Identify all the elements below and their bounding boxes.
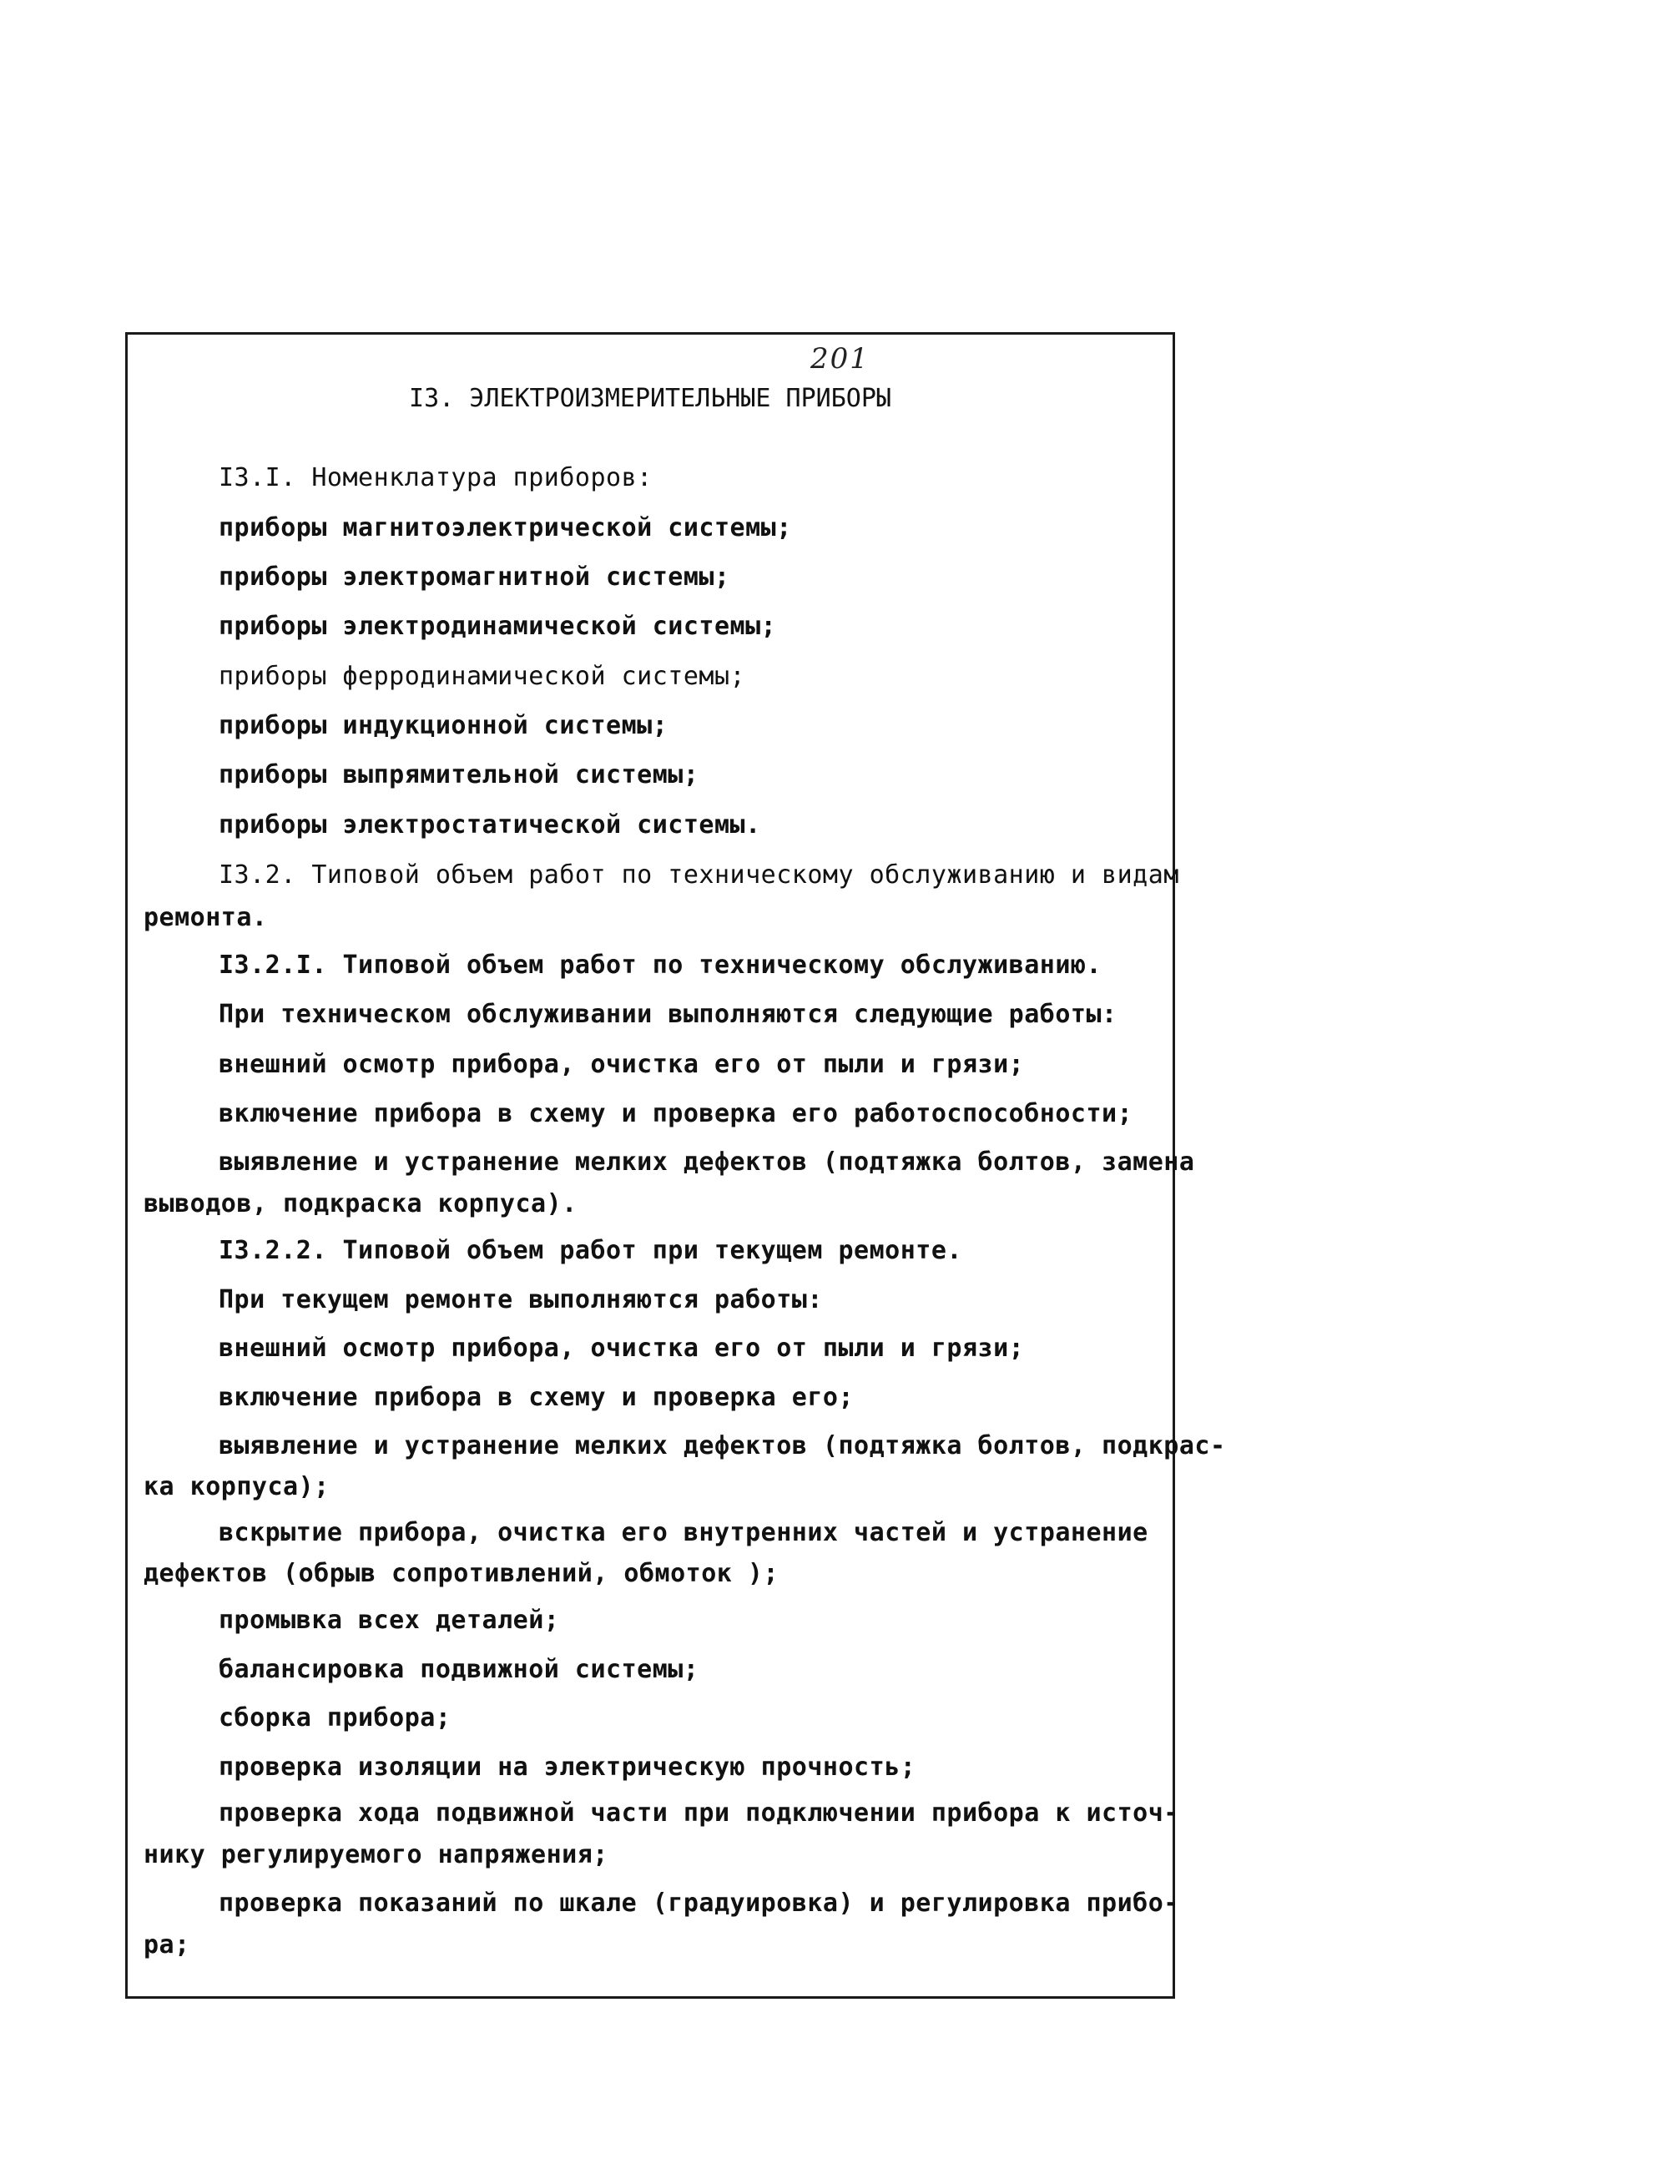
paragraph-continuation: выводов, подкраска корпуса). xyxy=(144,1189,578,1218)
list-item: выявление и устранение мелких дефектов (подтяжка болтов, замена xyxy=(219,1147,1195,1177)
list-item: включение прибора в схему и проверка его работоспособности; xyxy=(219,1099,1133,1128)
page-number: 201 xyxy=(810,342,870,376)
list-item: внешний осмотр прибора, очистка его от пыли и грязи; xyxy=(219,1050,1025,1079)
paragraph-continuation: ремонта. xyxy=(144,903,268,932)
section-13-2-2-heading: I3.2.2. Типовой объем работ при текущем ремонте. xyxy=(219,1236,962,1265)
section-heading: I3. ЭЛЕКТРОИЗМЕРИТЕЛЬНЫЕ ПРИБОРЫ xyxy=(409,384,891,413)
list-item: приборы индукционной системы; xyxy=(219,711,668,740)
section-13-2-heading: I3.2. Типовой объем работ по техническому обслуживанию и видам xyxy=(219,860,1179,890)
list-item: приборы электростатической системы. xyxy=(219,810,761,840)
list-item: включение прибора в схему и проверка его; xyxy=(219,1383,855,1412)
list-item: приборы магнитоэлектрической системы; xyxy=(219,513,792,542)
paragraph-continuation: нику регулируемого напряжения; xyxy=(144,1840,608,1869)
list-item: приборы электродинамической системы; xyxy=(219,612,777,641)
list-item: внешний осмотр прибора, очистка его от пыли и грязи; xyxy=(219,1334,1025,1363)
list-item: проверка изоляции на электрическую прочность; xyxy=(219,1753,916,1782)
section-13-2-1-heading: I3.2.I. Типовой объем работ по техническому обслуживанию. xyxy=(219,951,1102,980)
list-item: проверка хода подвижной части при подключении прибора к источ- xyxy=(219,1798,1179,1828)
paragraph: При техническом обслуживании выполняются следующие работы: xyxy=(219,1000,1117,1029)
section-13-1-heading: I3.I. Номенклатура приборов: xyxy=(219,463,653,492)
paragraph-continuation: ра; xyxy=(144,1930,190,1960)
list-item: выявление и устранение мелких дефектов (подтяжка болтов, подкрас- xyxy=(219,1431,1226,1460)
paragraph-continuation: ка корпуса); xyxy=(144,1472,330,1501)
paragraph-continuation: дефектов (обрыв сопротивлений, обмоток ); xyxy=(144,1559,779,1588)
list-item: балансировка подвижной системы; xyxy=(219,1655,699,1684)
list-item: приборы ферродинамической системы; xyxy=(219,662,746,691)
list-item: промывка всех деталей; xyxy=(219,1606,560,1635)
paragraph: При текущем ремонте выполняются работы: xyxy=(219,1285,823,1314)
list-item: приборы электромагнитной системы; xyxy=(219,562,730,592)
list-item: приборы выпрямительной системы; xyxy=(219,760,699,789)
list-item: проверка показаний по шкале (градуировка) и регулировка прибо- xyxy=(219,1889,1179,1918)
list-item: сборка прибора; xyxy=(219,1703,452,1733)
list-item: вскрытие прибора, очистка его внутренних частей и устранение xyxy=(219,1518,1148,1547)
